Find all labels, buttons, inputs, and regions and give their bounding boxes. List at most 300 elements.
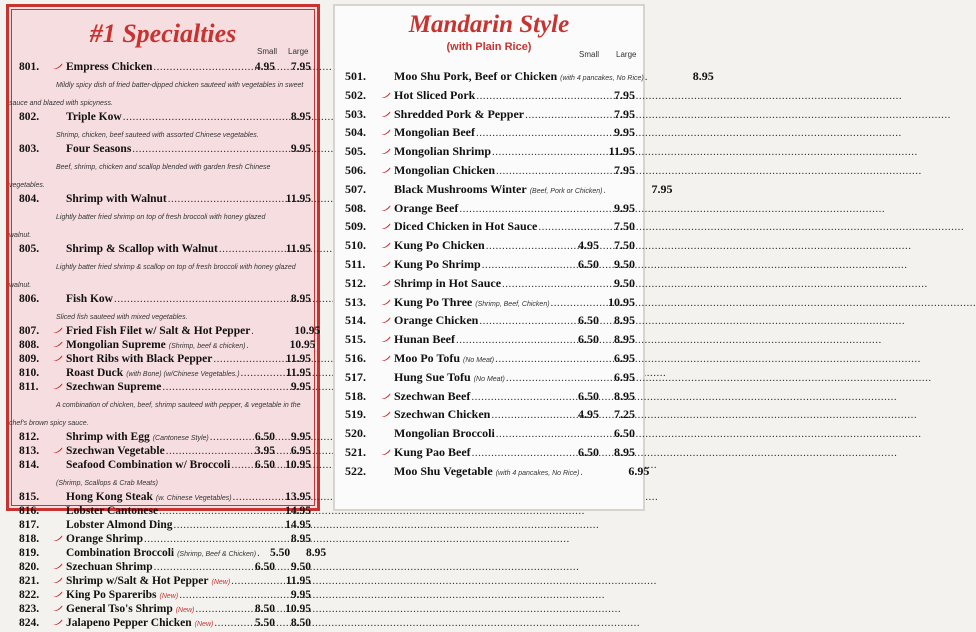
price-large: 6.95: [614, 350, 635, 365]
menu-item-row: [335, 161, 643, 180]
item-note: (New): [211, 579, 231, 586]
item-name: Hot Sliced Pork: [394, 87, 476, 102]
price-large: 8.95: [614, 332, 635, 347]
item-number: 812.: [19, 431, 40, 443]
price-small: 6.50: [578, 313, 599, 328]
item-number: 818.: [19, 533, 40, 545]
hot-pepper-icon: [379, 410, 391, 418]
menu-item: [335, 105, 643, 124]
price-large: 10.95: [289, 339, 316, 351]
item-number: 503.: [345, 106, 366, 121]
leader-dots: [472, 444, 568, 463]
hot-pepper-icon: [379, 91, 391, 99]
leader-dots: [492, 143, 568, 162]
menu-item: [335, 161, 643, 180]
item-number: 506.: [345, 162, 366, 177]
hot-pepper-icon: [379, 204, 391, 212]
menu-item-row: [335, 443, 643, 462]
item-name: Kung Po Shrimp: [394, 256, 481, 271]
menu-item: [9, 574, 317, 588]
menu-item: [335, 405, 643, 424]
item-number: 814.: [19, 459, 40, 471]
price-large: 14.95: [285, 519, 311, 531]
item-note: (with Bone) (w/Chinese Vegetables.): [126, 371, 240, 378]
mandarin-list: [335, 67, 714, 481]
leader-dots: [502, 275, 568, 294]
price-small: 4.95: [578, 407, 599, 422]
price-small: 8.50: [254, 603, 275, 615]
price-large: 7.95: [614, 87, 635, 102]
item-number: 823.: [19, 603, 40, 615]
leader-dots: [471, 388, 568, 407]
menu-item: [335, 387, 643, 406]
leader-dots: [551, 294, 568, 313]
hot-pepper-icon: [51, 618, 63, 626]
hot-pepper-icon: [379, 316, 391, 324]
menu-item-row: [335, 349, 643, 368]
leader-dots: [195, 602, 244, 616]
hot-pepper-icon: [379, 279, 391, 287]
large-column-header: Large: [616, 50, 637, 59]
item-number: 518.: [345, 388, 366, 403]
price-large: 9.50: [614, 256, 635, 271]
price-large: 8.95: [290, 111, 311, 123]
price-large: 9.50: [290, 561, 311, 573]
menu-item: [9, 242, 317, 292]
item-note: (Shrimp, Beef & Chicken): [177, 551, 257, 558]
leader-dots: [476, 87, 568, 106]
menu-item: [335, 255, 643, 274]
item-name: Szechwan Supreme: [66, 381, 162, 393]
item-name: Shredded Pork & Pepper: [394, 106, 525, 121]
menu-item-row: [9, 616, 317, 630]
price-large: 6.95: [614, 369, 635, 384]
item-number: 515.: [345, 332, 366, 347]
item-name: Lobster Almond Ding: [66, 519, 173, 531]
item-name: Shrimp & Scallop with Walnut: [66, 243, 218, 255]
item-name: Jalapeno Pepper Chicken: [66, 617, 192, 629]
menu-item-row: [335, 199, 643, 218]
item-name: Moo Shu Vegetable: [394, 463, 493, 478]
menu-item: [9, 324, 321, 338]
leader-dots: [153, 60, 244, 74]
leader-dots: [213, 352, 244, 366]
menu-item-row: [9, 110, 317, 124]
price-large: 10.95: [285, 459, 311, 471]
price-large: 8.95: [692, 69, 714, 83]
item-number: 809.: [19, 353, 40, 365]
item-name: Orange Beef: [394, 200, 459, 215]
item-number: 802.: [19, 111, 40, 123]
menu-item-row: [9, 292, 317, 306]
price-large: 8.95: [305, 547, 327, 559]
hot-pepper-icon: [379, 166, 391, 174]
item-number: 508.: [345, 200, 366, 215]
item-number: 520.: [345, 426, 366, 441]
item-name: King Po Spareribs: [66, 589, 157, 601]
menu-item: [9, 444, 317, 458]
menu-item-row: [9, 602, 317, 616]
price-large: 6.95: [628, 463, 650, 478]
price-large: 11.95: [285, 353, 311, 365]
item-number: 801.: [19, 61, 40, 73]
menu-item: [335, 349, 643, 368]
leader-dots: [538, 218, 568, 237]
price-large: 8.95: [614, 444, 635, 459]
menu-item-row: [335, 368, 643, 387]
menu-item-row: [335, 387, 643, 406]
price-large: 9.95: [290, 431, 311, 443]
menu-item: [335, 462, 650, 481]
item-number: 507.: [345, 181, 366, 196]
price-large: 9.95: [290, 589, 311, 601]
item-name: Kung Pao Beef: [394, 444, 471, 459]
menu-item-row: [9, 192, 317, 206]
mandarin-panel: [333, 4, 714, 511]
menu-item: [335, 86, 643, 105]
item-name: Shrimp with Walnut: [66, 193, 167, 205]
hot-pepper-icon: [379, 147, 391, 155]
item-number: 815.: [19, 491, 40, 503]
menu-item-row: [335, 330, 643, 349]
menu-item-row: [9, 380, 317, 394]
menu-item: [9, 142, 317, 192]
price-large: 11.95: [285, 243, 311, 255]
menu-item: [9, 110, 317, 142]
menu-item-row: [9, 490, 317, 504]
leader-dots: [495, 350, 568, 369]
price-large: 8.50: [290, 617, 311, 629]
item-name: Szechwan Vegetable: [66, 445, 165, 457]
item-description: Shrimp, chicken, beef sauteed with assorted Chinese vegetables.: [56, 132, 259, 139]
item-name: Mongolian Beef: [394, 125, 475, 140]
item-number: 806.: [19, 293, 40, 305]
menu-item-row: [335, 105, 643, 124]
item-name: Orange Chicken: [394, 313, 479, 328]
item-name: Hunan Beef: [394, 332, 456, 347]
price-small: 5.50: [254, 617, 275, 629]
menu-item: [335, 142, 643, 161]
item-description: Lightly batter fried shrimp & scallop on top of fresh broccoli with honey glazed walnut.: [9, 264, 296, 289]
item-number: 521.: [345, 444, 366, 459]
specialties-list: [9, 60, 327, 630]
menu-item: [9, 602, 317, 616]
item-name: Kung Po Three: [394, 294, 473, 309]
item-name: General Tso's Shrimp: [66, 603, 173, 615]
price-large: 9.50: [614, 275, 635, 290]
leader-dots: [179, 588, 244, 602]
menu-item: [335, 330, 643, 349]
item-name: Mongolian Shrimp: [394, 144, 492, 159]
item-number: 804.: [19, 193, 40, 205]
menu-item-row: [9, 504, 317, 518]
item-number: 511.: [345, 256, 366, 271]
price-large: 7.95: [614, 162, 635, 177]
large-column-header: Large: [288, 47, 309, 56]
leader-dots: [210, 430, 244, 444]
mandarin-title: Mandarin Style: [408, 11, 570, 38]
menu-item: [335, 443, 643, 462]
item-name: Empress Chicken: [66, 61, 153, 73]
item-name: Szechuan Shrimp: [66, 561, 153, 573]
price-large: 8.95: [290, 293, 311, 305]
menu-item: [9, 588, 317, 602]
menu-item: [9, 366, 317, 380]
price-large: 7.50: [614, 219, 635, 234]
price-large: 11.95: [608, 144, 635, 159]
item-number: 512.: [345, 275, 366, 290]
menu-item: [9, 532, 317, 546]
price-large: 9.95: [614, 200, 635, 215]
menu-item-row: [335, 274, 643, 293]
price-large: 10.95: [608, 294, 635, 309]
item-name: Triple Kow: [66, 111, 122, 123]
item-description: Beef, shrimp, chicken and scallop blended with garden fresh Chinese vegetables.: [9, 164, 271, 189]
hot-pepper-icon: [51, 534, 63, 542]
price-large: 7.50: [614, 238, 635, 253]
price-small: 6.50: [578, 444, 599, 459]
price-large: 7.95: [290, 61, 311, 73]
hot-pepper-icon: [51, 326, 63, 334]
price-large: 11.95: [285, 193, 311, 205]
item-number: 824.: [19, 617, 40, 629]
hot-pepper-icon: [379, 448, 391, 456]
leader-dots: [496, 425, 568, 444]
item-number: 811.: [19, 381, 39, 393]
item-number: 810.: [19, 367, 40, 379]
hot-pepper-icon: [379, 335, 391, 343]
item-number: 502.: [345, 87, 366, 102]
item-name: Short Ribs with Black Pepper: [66, 353, 213, 365]
menu-item: [9, 60, 317, 110]
menu-item-row: [9, 546, 327, 560]
price-large: 8.95: [614, 313, 635, 328]
item-name: Kung Po Chicken: [394, 238, 485, 253]
menu-item-row: [335, 236, 643, 255]
item-note: (Cantonese Style): [152, 435, 209, 442]
price-small: 3.95: [254, 445, 275, 457]
leader-dots: [219, 242, 244, 256]
item-name: Hung Sue Tofu: [394, 369, 471, 384]
price-large: 7.95: [614, 106, 635, 121]
item-name: Mongolian Supreme: [66, 339, 166, 351]
menu-item-row: [9, 366, 317, 380]
menu-item-row: [9, 338, 317, 352]
leader-dots: [231, 574, 244, 588]
menu-item-row: [335, 255, 643, 274]
menu-item-row: [335, 424, 643, 443]
leader-dots: [459, 200, 568, 219]
price-large: 8.95: [614, 388, 635, 403]
item-number: 813.: [19, 445, 40, 457]
leader-dots: [479, 312, 568, 331]
item-number: 807.: [19, 325, 40, 337]
item-number: 516.: [345, 350, 366, 365]
item-number: 505.: [345, 144, 366, 159]
item-name: Lobster Cantonese: [66, 505, 159, 517]
menu-item: [9, 546, 327, 560]
hot-pepper-icon: [51, 576, 63, 584]
hot-pepper-icon: [51, 382, 63, 390]
item-number: 513.: [345, 294, 366, 309]
price-large: 11.95: [285, 575, 311, 587]
menu-item: [9, 192, 317, 242]
price-large: 7.95: [651, 181, 673, 196]
leader-dots: [166, 444, 244, 458]
item-name: Moo Po Tofu: [394, 350, 461, 365]
price-large: 13.95: [285, 491, 311, 503]
small-column-header: Small: [579, 50, 600, 59]
leader-dots: [486, 237, 568, 256]
price-large: 14.95: [285, 505, 311, 517]
menu-item: [335, 368, 643, 387]
leader-dots: [162, 380, 244, 394]
menu-item-row: [9, 560, 317, 574]
menu-item: [335, 274, 643, 293]
menu-item-row: [335, 462, 650, 481]
menu-item: [335, 123, 643, 142]
menu-item-row: [9, 430, 317, 444]
menu-item: [335, 180, 673, 199]
hot-pepper-icon: [379, 128, 391, 136]
menu-item-row: [335, 293, 643, 312]
menu-item-row: [335, 180, 673, 199]
menu-item: [335, 67, 714, 86]
leader-dots: [456, 331, 568, 350]
item-name: Shrimp with Egg: [66, 431, 150, 443]
price-large: 9.95: [290, 143, 311, 155]
menu-item-row: [335, 405, 643, 424]
menu-item-row: [9, 458, 317, 472]
leader-dots: [482, 256, 568, 275]
menu-item: [9, 504, 317, 518]
leader-dots: [246, 338, 248, 352]
item-number: 501.: [345, 69, 366, 83]
leader-dots: [241, 366, 244, 380]
menu-item: [9, 292, 317, 324]
hot-pepper-icon: [379, 392, 391, 400]
item-note: (Shrimp, beef & chicken): [168, 343, 246, 350]
leader-dots: [580, 463, 582, 482]
item-number: 821.: [19, 575, 40, 587]
menu-item: [9, 560, 317, 574]
item-number: 822.: [19, 589, 40, 601]
item-note: (with 4 pancakes, No Rice): [495, 469, 580, 477]
item-name: Fried Fish Filet w/ Salt & Hot Pepper: [66, 325, 251, 337]
item-number: 510.: [345, 238, 366, 253]
leader-dots: [251, 324, 253, 338]
hot-pepper-icon: [51, 562, 63, 570]
leader-dots: [159, 504, 244, 518]
item-number: 808.: [19, 339, 40, 351]
price-small: 6.50: [254, 561, 275, 573]
price-small: 6.50: [578, 256, 599, 271]
item-number: 816.: [19, 505, 40, 517]
leader-dots: [174, 518, 244, 532]
price-large: 10.95: [294, 325, 321, 337]
price-large: 10.95: [285, 603, 311, 615]
menu-item: [9, 352, 317, 366]
hot-pepper-icon: [51, 604, 63, 612]
leader-dots: [231, 458, 244, 472]
item-number: 522.: [345, 463, 366, 478]
item-description: Mildly spicy dish of fried batter-dipped chicken sauteed with vegetables in sweet sauce and blazed with spicyness.: [9, 82, 304, 107]
hot-pepper-icon: [379, 241, 391, 249]
mandarin-subtitle: (with Plain Rice): [446, 41, 532, 53]
price-small: 6.50: [578, 388, 599, 403]
item-note: (No Meat): [463, 356, 495, 364]
item-name: Hong Kong Steak: [66, 491, 153, 503]
hot-pepper-icon: [379, 110, 391, 118]
item-note: (No Meat): [473, 375, 505, 383]
price-small: 6.50: [254, 431, 275, 443]
menu-item: [335, 424, 643, 443]
hot-pepper-icon: [51, 446, 63, 454]
menu-item-row: [9, 324, 321, 338]
hot-pepper-icon: [51, 62, 63, 70]
item-number: 817.: [19, 519, 40, 531]
price-large: 6.50: [614, 426, 635, 441]
leader-dots: [132, 142, 244, 156]
menu-item-row: [9, 518, 317, 532]
menu-item-row: [9, 574, 317, 588]
price-large: 8.95: [290, 533, 311, 545]
item-name: Mongolian Broccoli: [394, 426, 495, 441]
item-note: (New): [194, 621, 214, 628]
menu-item: [9, 338, 317, 352]
item-name: Roast Duck: [66, 367, 124, 379]
menu-item: [335, 217, 643, 236]
item-name: Szechwan Chicken: [394, 407, 491, 422]
hot-pepper-icon: [379, 222, 391, 230]
price-small: 4.95: [254, 61, 275, 73]
menu-item: [335, 199, 643, 218]
leader-dots: [214, 616, 244, 630]
menu-item: [9, 458, 317, 490]
item-name: Diced Chicken in Hot Sauce: [394, 219, 538, 234]
menu-item: [9, 430, 317, 444]
hot-pepper-icon: [379, 298, 391, 306]
price-large: 9.95: [290, 381, 311, 393]
menu-item-row: [9, 588, 317, 602]
item-number: 519.: [345, 407, 366, 422]
item-number: 509.: [345, 219, 366, 234]
leader-dots: [476, 124, 568, 143]
menu-item: [335, 311, 643, 330]
item-name: Shrimp in Hot Sauce: [394, 275, 502, 290]
item-description: A combination of chicken, beef, shrimp sauteed with pepper, & vegetable in the chef's brown spicy sauce.: [9, 402, 301, 427]
menu-item: [9, 518, 317, 532]
menu-item-row: [9, 142, 317, 156]
hot-pepper-icon: [51, 354, 63, 362]
small-column-header: Small: [257, 47, 278, 56]
specialties-title: #1 Specialties: [89, 19, 237, 48]
menu-item-row: [335, 311, 643, 330]
item-number: 805.: [19, 243, 40, 255]
item-description: Lightly batter fried shrimp on top of fresh broccoli with honey glazed walnut.: [9, 214, 266, 239]
leader-dots: [506, 369, 568, 388]
menu-item-row: [9, 242, 317, 256]
hot-pepper-icon: [51, 590, 63, 598]
menu-item-row: [335, 123, 643, 142]
item-number: 517.: [345, 369, 366, 384]
menu-item: [335, 293, 643, 312]
item-name: Szechwan Beef: [394, 388, 471, 403]
item-description: Sliced fish sauteed with mixed vegetables.: [56, 314, 188, 321]
leader-dots: [168, 192, 244, 206]
leader-dots: [144, 532, 244, 546]
price-small: 4.95: [578, 238, 599, 253]
